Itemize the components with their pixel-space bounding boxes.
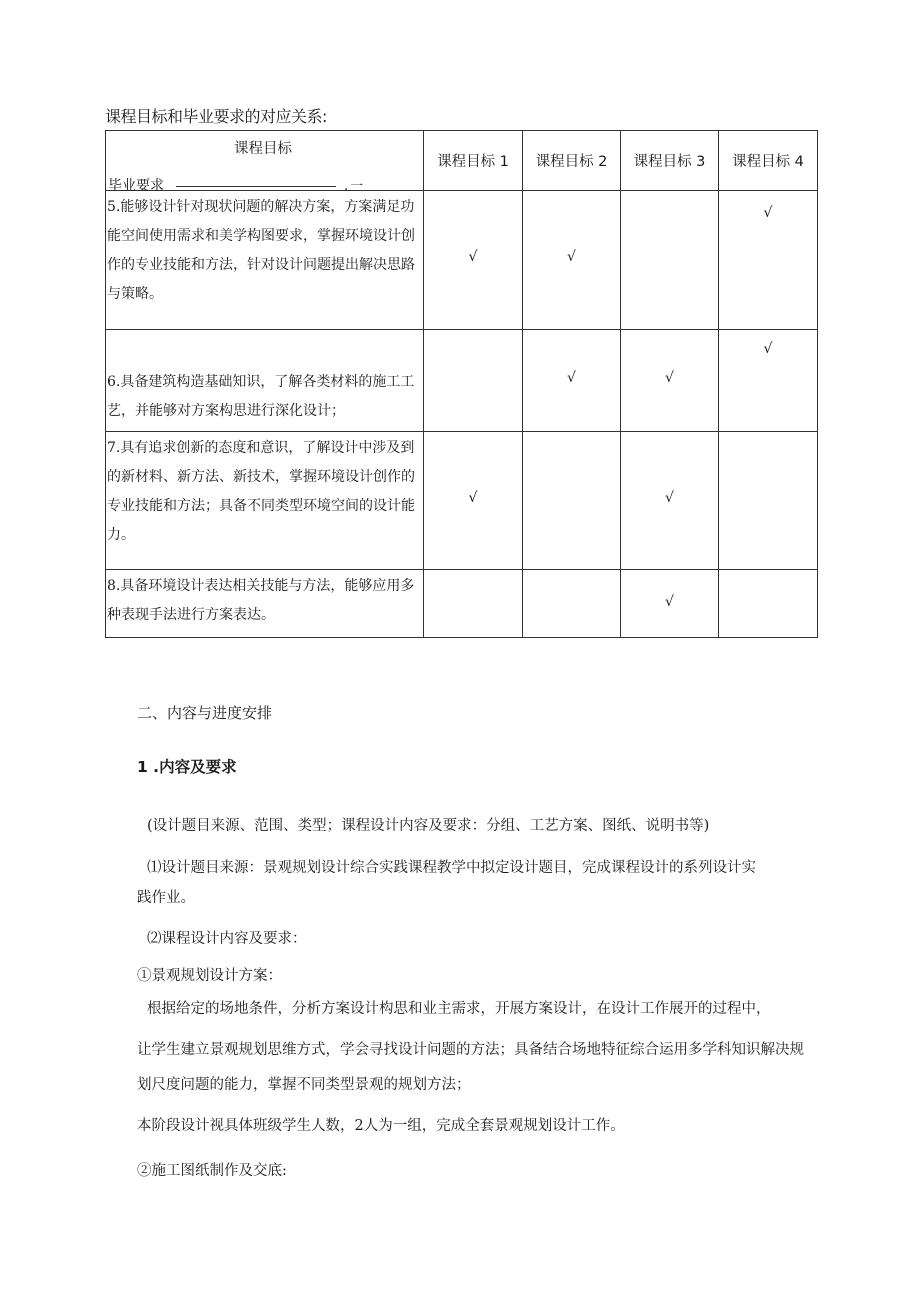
check-cell-r5-g3 [621,191,719,330]
goal-header-1: 课程目标 1 [424,131,523,191]
table-title: 课程目标和毕业要求的对应关系: [105,107,327,126]
check-cell-r6-g1 [424,330,523,432]
diagonal-header-cell [106,131,424,194]
check-cell-r6-g4 [719,330,818,432]
check-cell-r8-g3 [621,570,719,638]
check-cell-r8-g2 [523,570,621,638]
goal-header-2: 课程目标 2 [523,131,621,191]
paragraph: ⑵课程设计内容及要求： [147,931,307,947]
requirement-7: 7.具有追求创新的态度和意识，了解设计中涉及到的新材料、新方法、新技术，掌握环境设计创作的专业技能和方法；具备不同类型环境空间的设计能力。 [106,432,424,570]
check-cell-r5-g4 [719,191,818,330]
paragraph: ⑴设计题目来源：景观规划设计综合实践课程教学中拟定设计题目，完成课程设计的系列设计实 [147,860,756,876]
check-mark: √ [665,490,674,506]
paragraph: 划尺度问题的能力，掌握不同类型景观的规划方法； [137,1077,471,1093]
check-mark: √ [763,205,773,221]
paragraph: 本阶段设计视具体班级学生人数，2人为一组，完成全套景观规划设计工作。 [137,1118,625,1134]
check-mark: √ [665,370,674,386]
goal-requirement-table [105,130,818,638]
subsection-title: 1 .内容及要求 [137,758,237,776]
check-mark: √ [567,249,576,265]
table-row [106,191,818,330]
check-mark: √ [567,370,576,386]
paragraph: 践作业。 [137,890,195,906]
header-tail-mark: .一 [344,179,366,194]
check-cell-r7-g4 [719,432,818,570]
header-goal-label: 课程目标 [234,141,292,157]
check-cell-r7-g1 [424,432,523,570]
paragraph: 根据给定的场地条件，分析方案设计构思和业主需求，开展方案设计，在设计工作展开的过程中， [147,1001,771,1017]
goal-header-4: 课程目标 4 [719,131,818,191]
table-row [106,432,818,570]
paragraph: ①景观规划设计方案： [137,968,282,984]
check-cell-r6-g3 [621,330,719,432]
header-divider-line [176,186,336,187]
paragraph: (设计题目来源、范围、类型；课程设计内容及要求：分组、工艺方案、图纸、说明书等) [147,818,710,834]
check-cell-r7-g2 [523,432,621,570]
requirement-8: 8.具备环境设计表达相关技能与方法，能够应用多种表现手法进行方案表达。 [106,570,424,638]
check-mark: √ [763,341,773,357]
check-cell-r8-g4 [719,570,818,638]
table-row [106,570,818,638]
check-cell-r7-g3 [621,432,719,570]
check-cell-r5-g2 [523,191,621,330]
check-mark: √ [468,249,478,265]
check-cell-r6-g2 [523,330,621,432]
check-cell-r5-g1 [424,191,523,330]
check-mark: √ [665,594,674,610]
header-requirement-label: 毕业要求 [108,178,164,194]
paragraph: ②施工图纸制作及交底: [137,1163,287,1179]
requirement-6: 6.具备建筑构造基础知识，了解各类材料的施工工艺，并能够对方案构思进行深化设计； [106,330,424,432]
paragraph: 让学生建立景观规划思维方式，学会寻找设计问题的方法；具备结合场地特征综合运用多学科知识解决规 [137,1042,804,1058]
requirement-5: 5.能够设计针对现状问题的解决方案，方案满足功能空间使用需求和美学构图要求，掌握环境设计创作的专业技能和方法，针对设计问题提出解决思路与策略。 [106,191,424,330]
table-header-row [106,131,818,191]
goal-header-3: 课程目标 3 [621,131,719,191]
check-cell-r8-g1 [424,570,523,638]
table-row [106,330,818,432]
section-title: 二、内容与进度安排 [137,704,273,722]
check-mark: √ [468,490,478,506]
